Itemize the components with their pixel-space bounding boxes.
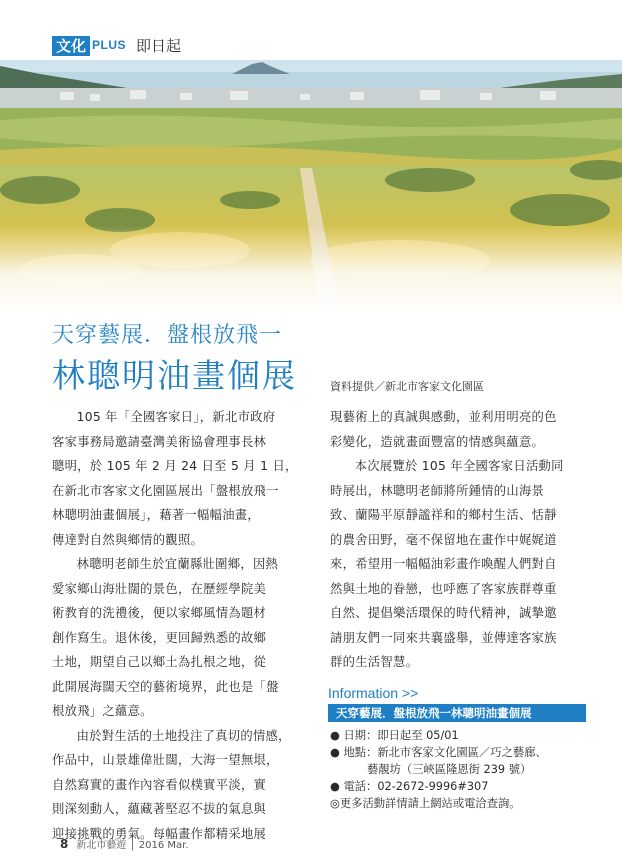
body-column-right <box>330 405 588 675</box>
body-line: 則深刻動人，蘊藏著堅忍不拔的氣息與 <box>52 802 267 816</box>
body-line: 客家事務局邀請臺灣美術協會理事長林 <box>52 434 267 449</box>
info-place: ● 地點：新北市客家文化園區／巧之藝廊、 <box>330 746 547 759</box>
body-line: 105 年「全國客家日」，新北市政府 <box>76 410 276 424</box>
body-line: 傳達對自然與鄉情的觀照。 <box>52 532 204 547</box>
body-line: 彩變化，造就畫面豐富的情感與蘊意。 <box>330 434 545 449</box>
body-line: 林聰明油畫個展」，藉著一幅幅油畫， <box>52 508 260 522</box>
body-line: 自然、提倡樂活環保的時代精神，誠摯邀 <box>330 606 557 620</box>
info-more: ◎更多活動詳情請上網站或電洽查詢。 <box>330 797 521 810</box>
info-place-cont: 藝靚坊（三峽區隆恩街 239 號） <box>367 763 532 776</box>
body-line: 請朋友們一同來共襄盛舉，並傳達客家族 <box>330 630 557 645</box>
footer-text: 新北市藝遊 │ 2016 Mar. <box>76 840 189 851</box>
body-line: 由於對生活的土地投注了真切的情感， <box>76 728 291 743</box>
info-date: ● 日期：即日起至 05/01 <box>330 729 459 742</box>
body-line: 作品中，山景雄偉壯闊，大海一望無垠， <box>52 753 279 767</box>
body-line: 愛家鄉山海壯闊的景色，在歷經學院美 <box>52 581 267 596</box>
body-line: 來，希望用一幅幅油彩畫作喚醒人們對自 <box>330 557 557 571</box>
article-title: 林聰明油畫個展 <box>52 356 297 395</box>
source-credit: 資料提供／新北市客家文化園區 <box>330 380 484 393</box>
info-phone: ● 電話：02-2672-9996#307 <box>330 780 489 793</box>
body-line: 的農舍田野，毫不保留地在畫作中娓娓道 <box>330 532 557 547</box>
body-line: 根放飛」之蘊意。 <box>52 704 153 718</box>
body-line: 本次展覽於 105 年全國客家日活動同 <box>354 459 564 473</box>
page-header <box>0 0 622 60</box>
body-line: 群的生活智慧。 <box>330 655 419 669</box>
body-line: 此開展海闊天空的藝術境界，此也是「盤 <box>52 679 279 694</box>
body-line: 林聰明老師生於宜蘭縣壯圍鄉，因熱 <box>76 557 279 571</box>
page-footer <box>60 836 189 851</box>
body-line: 然與土地的眷戀，也呼應了客家族群尊重 <box>330 581 557 596</box>
body-line: 創作寫生。退休後，更回歸熟悉的故鄉 <box>52 630 267 645</box>
information-title-bar <box>328 704 586 722</box>
body-line: 迎接挑戰的勇氣。每幅畫作都精采地展 <box>52 826 267 841</box>
information-heading: Information >> <box>328 685 419 701</box>
information-list <box>330 727 547 812</box>
body-line: 術教育的洗禮後，便以家鄉風情為題材 <box>52 606 267 620</box>
section-plus-label: PLUS <box>92 38 127 52</box>
body-line: 時展出，林聰明老師將所鍾情的山海景 <box>330 483 545 498</box>
information-bar-title: 天穿藝展．盤根放飛一林聰明油畫個展 <box>336 706 532 720</box>
article-subtitle: 天穿藝展．盤根放飛一 <box>52 323 283 348</box>
body-line: 聰明，於 105 年 2 月 24 日至 5 月 1 日， <box>52 459 298 473</box>
body-line: 致、蘭陽平原靜謐祥和的鄉村生活、恬靜 <box>330 508 557 522</box>
section-subheading: 即日起 <box>136 37 182 55</box>
page-number: 8 <box>60 837 69 851</box>
body-line: 土地，期望自己以鄉土為扎根之地，從 <box>52 655 267 669</box>
body-line: 在新北市客家文化園區展出「盤根放飛一 <box>52 483 279 498</box>
body-line: 現藝術上的真誠與感動，並利用明亮的色 <box>330 410 557 424</box>
body-column-left <box>52 405 314 846</box>
painting-fade <box>0 225 622 315</box>
body-line: 自然寫實的畫作內容看似樸實平淡，實 <box>52 777 267 792</box>
section-badge: 文化 <box>52 36 90 56</box>
